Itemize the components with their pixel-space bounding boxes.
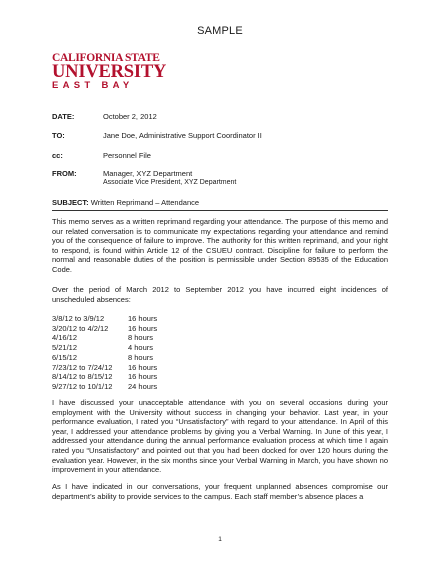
list-item [52, 343, 157, 353]
paragraph-2: Over the period of March 2012 to September 2012 you have incurred eight incidences of unscheduled absences: [52, 285, 388, 304]
cc-label: cc: [52, 151, 63, 160]
list-item [52, 382, 157, 392]
list-item [52, 333, 157, 343]
subject-line [52, 198, 199, 207]
list-item [52, 353, 157, 363]
subject-value: Written Reprimand – Attendance [90, 198, 200, 207]
absence-dates: 3/20/12 to 4/2/12 [52, 323, 109, 333]
cc-value: Personnel File [103, 151, 151, 160]
absence-dates: 3/8/12 to 3/9/12 [52, 314, 105, 323]
absence-hours: 4 hours [128, 343, 154, 353]
page-number: 1 [218, 536, 222, 543]
absence-hours: 16 hours [128, 314, 158, 323]
absence-dates: 5/21/12 [52, 343, 78, 353]
university-logo [52, 53, 166, 91]
absence-dates: 4/16/12 [52, 333, 78, 343]
absence-hours: 16 hours [128, 372, 158, 382]
absence-dates: 8/14/12 to 8/15/12 [52, 372, 113, 382]
subject-label: SUBJECT: [52, 198, 89, 207]
paragraph-4: As I have indicated in our conversations, your frequent unplanned absences compromise our department’s ability to provide services to the campus. Each staff member’s absence places a [52, 482, 388, 501]
from-value: Manager, XYZ Department [103, 169, 193, 178]
list-item [52, 324, 157, 334]
date-label: DATE: [52, 112, 75, 121]
absence-hours: 16 hours [128, 362, 158, 372]
to-label: TO: [52, 131, 65, 140]
paragraph-3: I have discussed your unacceptable attendance with you on several occasions during your employment with the University without success in changing your behavior. Last year, in your performance evaluation, I rated you “Unsatisfactory” with regard to your attendance. In April of this year, I addressed your attendance problems by giving you a Verbal Warning. In June of this year, I addressed your attendance during the annual performance evaluation process at which time I again rated you “Unsatisfactory” and pointed out that you had been docked for over 120 hours during the evaluation year. However, in the six months since your Verbal Warning in March, you have shown no improvement in your attendance. [52, 398, 388, 475]
list-item [52, 363, 157, 373]
subject-divider [52, 210, 388, 211]
logo-line-2: UNIVERSITY [52, 62, 167, 82]
from-title: Associate Vice President, XYZ Department [103, 179, 237, 186]
list-item [52, 314, 157, 324]
absence-list [52, 314, 157, 392]
logo-line-3: EAST BAY [52, 80, 134, 91]
list-item [52, 372, 157, 382]
from-label: FROM: [52, 169, 77, 178]
absence-hours: 8 hours [128, 352, 154, 362]
absence-hours: 16 hours [128, 323, 158, 333]
sample-watermark-heading: SAMPLE [197, 25, 243, 37]
to-value: Jane Doe, Administrative Support Coordinator II [103, 131, 262, 140]
logo-line-1: CALIFORNIA STATE [52, 52, 160, 64]
paragraph-1: This memo serves as a written reprimand regarding your attendance. The purpose of this memo and our related conversation is to communicate my expectations regarding your attendance and remind you of the consequence of failure to improve. The authority for this written reprimand, and your right to respond, is found within Article 12 of the CSUEU contract. Discipline for failure to perform the normal and reasonable duties of the position is permissible under Section 89535 of the Education Code. [52, 217, 388, 274]
absence-hours: 8 hours [128, 333, 154, 343]
date-value: October 2, 2012 [103, 112, 157, 121]
absence-dates: 9/27/12 to 10/1/12 [52, 381, 113, 391]
absence-hours: 24 hours [128, 381, 158, 391]
absence-dates: 6/15/12 [52, 352, 78, 362]
absence-dates: 7/23/12 to 7/24/12 [52, 362, 113, 372]
